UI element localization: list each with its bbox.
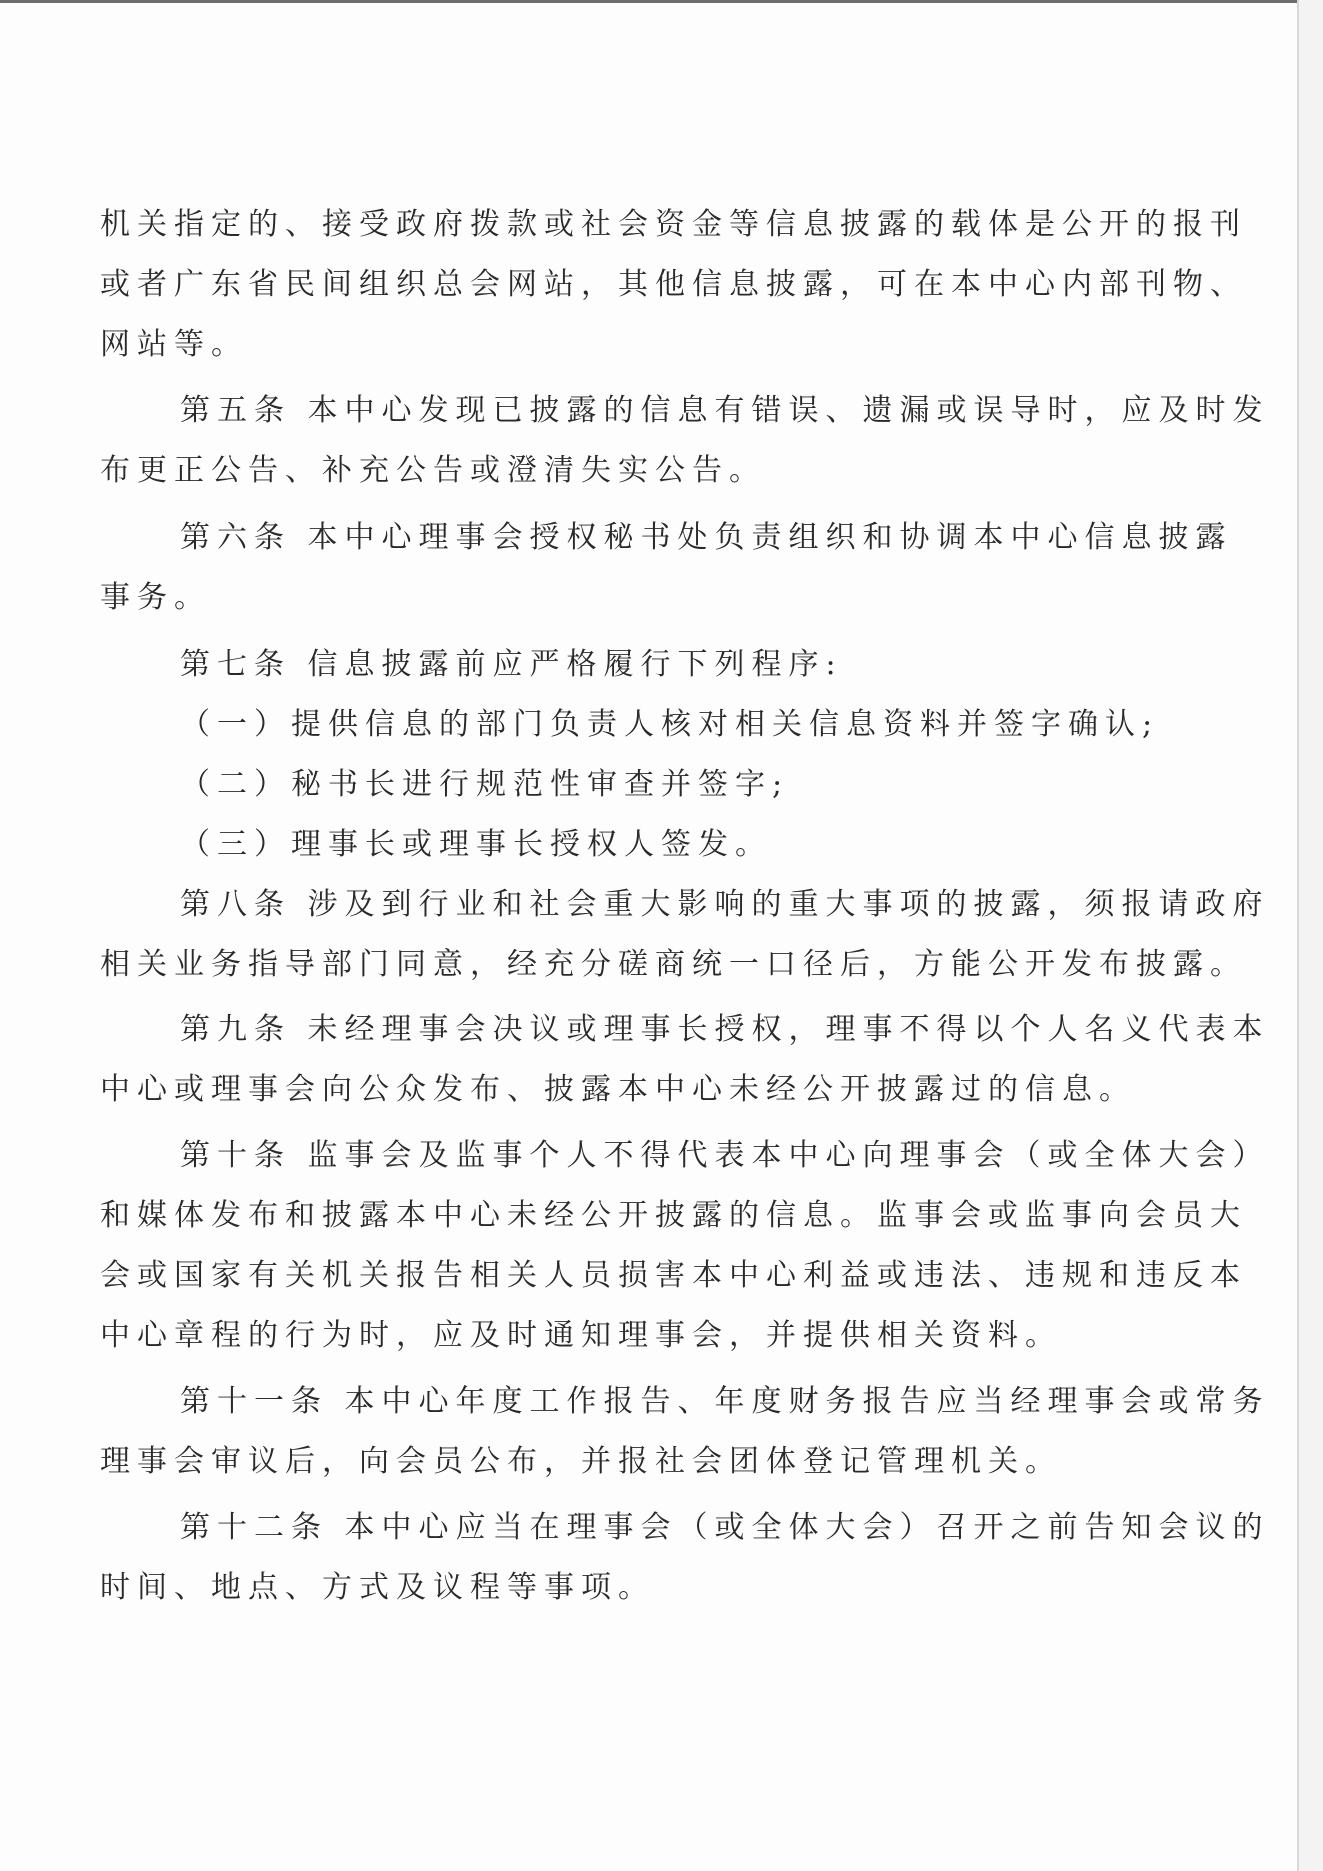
text-line: 时间、地点、方式及议程等事项。 xyxy=(100,1570,655,1605)
text-line: 或者广东省民间组织总会网站，其他信息披露，可在本中心内部刊物、 xyxy=(100,267,1247,302)
text-line: 中心或理事会向公众发布、披露本中心未经公开披露过的信息。 xyxy=(100,1072,1136,1107)
procedure-item-1: （一）提供信息的部门负责人核对相关信息资料并签字确认; xyxy=(180,707,1160,742)
text-line: 网站等。 xyxy=(100,327,248,362)
article-8-line: 第八条 涉及到行业和社会重大影响的重大事项的披露，须报请政府 xyxy=(180,887,1270,922)
article-9-line: 第九条 未经理事会决议或理事长授权，理事不得以个人名义代表本 xyxy=(180,1012,1270,1047)
procedure-item-2: （二）秘书长进行规范性审查并签字; xyxy=(180,767,790,802)
article-6-line: 第六条 本中心理事会授权秘书处负责组织和协调本中心信息披露 xyxy=(180,520,1233,555)
article-5-line: 第五条 本中心发现已披露的信息有错误、遗漏或误导时，应及时发 xyxy=(180,393,1270,428)
scan-top-edge xyxy=(0,0,1323,3)
text-line: 会或国家有关机关报告相关人员损害本中心利益或违法、违规和违反本 xyxy=(100,1258,1247,1293)
text-line: 布更正公告、补充公告或澄清失实公告。 xyxy=(100,453,766,488)
article-10-line: 第十条 监事会及监事个人不得代表本中心向理事会（或全体大会） xyxy=(180,1138,1270,1173)
article-12-line: 第十二条 本中心应当在理事会（或全体大会）召开之前告知会议的 xyxy=(180,1510,1270,1545)
text-line: 机关指定的、接受政府拨款或社会资金等信息披露的载体是公开的报刊 xyxy=(100,207,1247,242)
text-line: 中心章程的行为时，应及时通知理事会，并提供相关资料。 xyxy=(100,1318,1062,1353)
text-line: 理事会审议后，向会员公布，并报社会团体登记管理机关。 xyxy=(100,1444,1062,1479)
text-line: 事务。 xyxy=(100,580,211,615)
article-7-line: 第七条 信息披露前应严格履行下列程序: xyxy=(180,647,843,682)
scan-right-edge xyxy=(1297,0,1299,1871)
text-line: 相关业务指导部门同意，经充分磋商统一口径后，方能公开发布披露。 xyxy=(100,947,1247,982)
text-line: 和媒体发布和披露本中心未经公开披露的信息。监事会或监事向会员大 xyxy=(100,1198,1247,1233)
scan-right-margin xyxy=(1299,0,1323,1871)
article-11-line: 第十一条 本中心年度工作报告、年度财务报告应当经理事会或常务 xyxy=(180,1384,1270,1419)
procedure-item-3: （三）理事长或理事长授权人签发。 xyxy=(180,827,772,862)
